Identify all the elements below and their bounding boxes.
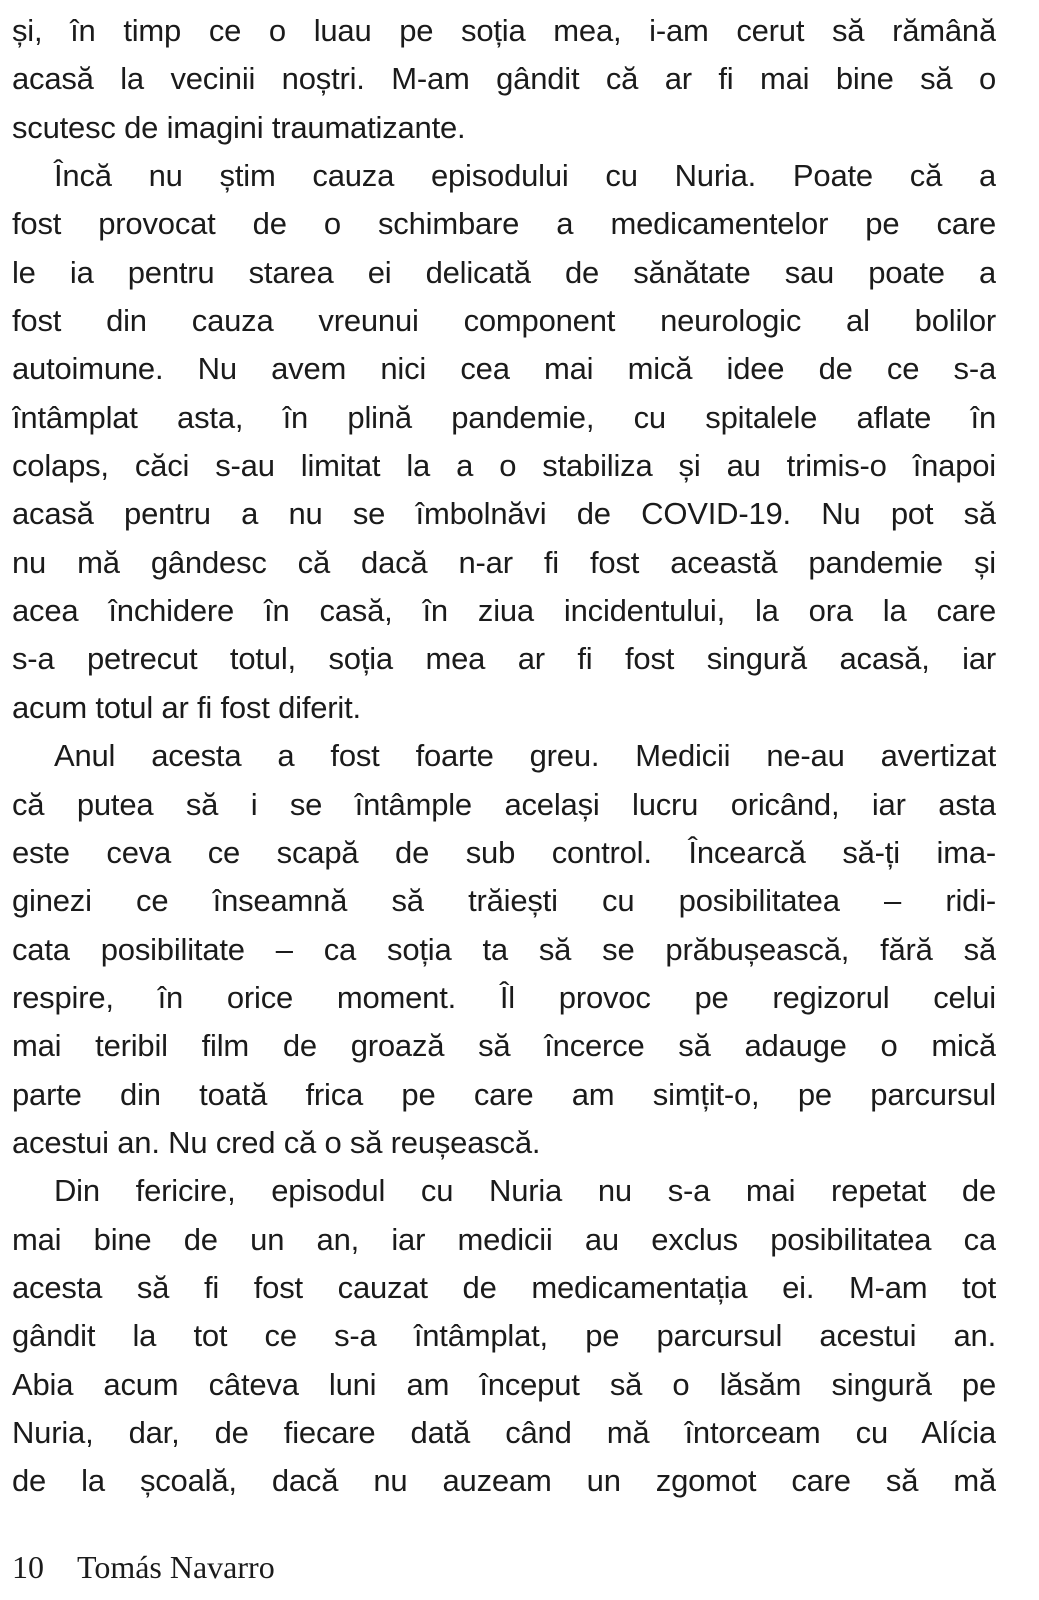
text-line: parte din toată frica pe care am simțit-o, pe parcursul [12, 1076, 996, 1112]
text-line: s-a petrecut totul, soția mea ar fi fost singură acasă, iar [12, 641, 996, 677]
text-line: Încă nu știm cauza episodului cu Nuria. Poate că a [54, 158, 996, 194]
text-line: Din fericire, episodul cu Nuria nu s-a mai repetat de [54, 1173, 996, 1209]
text-line: gândit la tot ce s-a întâmplat, pe parcursul acestui an. [12, 1318, 996, 1354]
text-line: colaps, căci s-au limitat la a o stabiliza și au trimis-o înapoi [12, 448, 996, 484]
text-line: fost din cauza vreunui component neurologic al bolilor [12, 303, 996, 339]
text-line: Abia acum câteva luni am început să o lăsăm singură pe [12, 1366, 996, 1402]
running-author: Tomás Navarro [77, 1549, 275, 1585]
page-footer [12, 1549, 275, 1586]
text-line: le ia pentru starea ei delicată de sănătate sau poate a [12, 254, 996, 290]
text-line: este ceva ce scapă de sub control. Încearcă să-ți ima- [12, 834, 996, 870]
text-line: acasă la vecinii noștri. M-am gândit că ar fi mai bine să o [12, 61, 996, 97]
text-line: scutesc de imagini traumatizante. [12, 109, 466, 145]
body-text [12, 7, 996, 1506]
paragraph [12, 7, 996, 152]
text-line: Nuria, dar, de fiecare dată când mă întorceam cu Alícia [12, 1414, 996, 1450]
text-line: ginezi ce înseamnă să trăiești cu posibilitatea – ridi- [12, 883, 996, 919]
text-line: nu mă gândesc că dacă n-ar fi fost această pandemie și [12, 544, 996, 580]
text-line: acea închidere în casă, în ziua incidentului, la ora la care [12, 593, 996, 629]
text-line: întâmplat asta, în plină pandemie, cu spitalele aflate în [12, 399, 996, 435]
text-line: acestui an. Nu cred că o să reușească. [12, 1124, 541, 1160]
text-line: acesta să fi fost cauzat de medicamentația ei. M-am tot [12, 1269, 996, 1305]
text-line: Anul acesta a fost foarte greu. Medicii ne-au avertizat [54, 738, 996, 774]
page-number: 10 [12, 1549, 44, 1585]
text-line: autoimune. Nu avem nici cea mai mică idee de ce s-a [12, 351, 996, 387]
paragraph [12, 1167, 996, 1505]
text-line: acasă pentru a nu se îmbolnăvi de COVID-19. Nu pot să [12, 496, 996, 532]
text-line: acum totul ar fi fost diferit. [12, 689, 361, 725]
text-line: fost provocat de o schimbare a medicamentelor pe care [12, 206, 996, 242]
text-line: și, în timp ce o luau pe soția mea, i-am cerut să rămână [12, 13, 996, 48]
paragraph [12, 732, 996, 1167]
text-line: mai bine de un an, iar medicii au exclus posibilitatea ca [12, 1221, 996, 1257]
text-line: că putea să i se întâmple același lucru oricând, iar asta [12, 786, 996, 822]
text-line: respire, în orice moment. Îl provoc pe regizorul celui [12, 979, 996, 1015]
text-line: de la școală, dacă nu auzeam un zgomot care să mă [12, 1463, 996, 1499]
text-line: mai teribil film de groază să încerce să adauge o mică [12, 1028, 996, 1064]
text-line: cata posibilitate – ca soția ta să se prăbușească, fără să [12, 931, 996, 967]
paragraph [12, 152, 996, 732]
